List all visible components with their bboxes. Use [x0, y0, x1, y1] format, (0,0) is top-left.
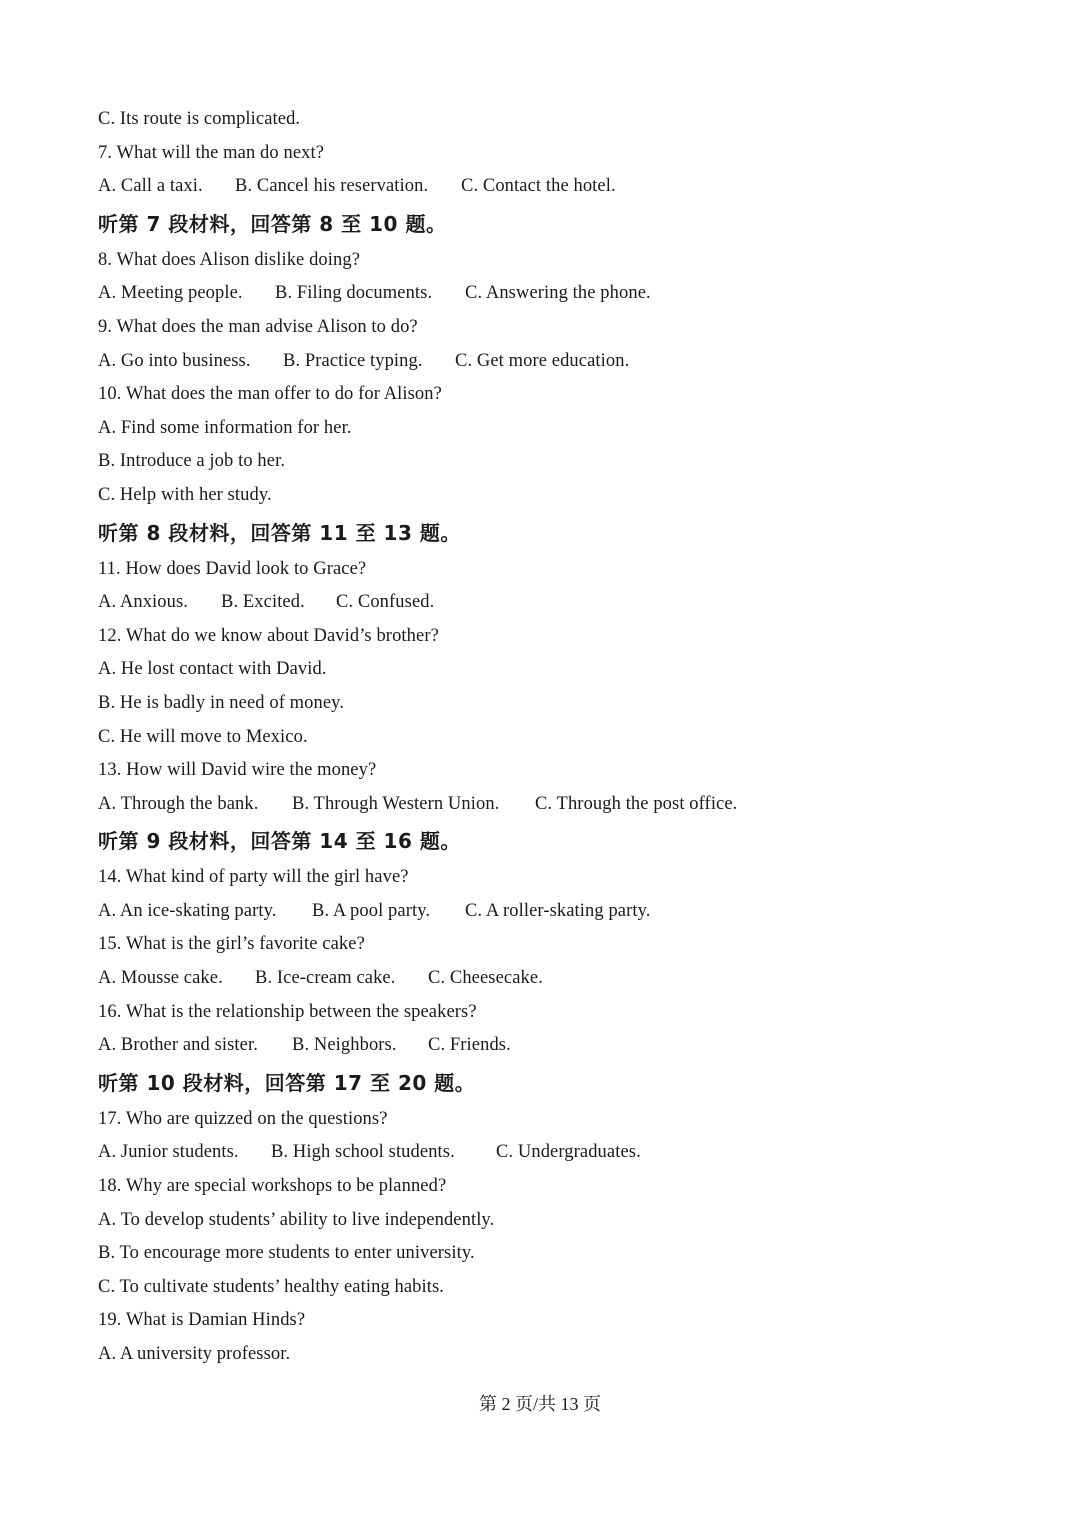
option-c: C. Get more education. — [455, 350, 630, 371]
option-a: A. An ice-skating party. — [98, 900, 277, 921]
question-17-options — [98, 1136, 998, 1170]
option-c: C. Friends. — [428, 1035, 511, 1056]
exam-content — [98, 103, 998, 1372]
option-c: C. Contact the hotel. — [461, 176, 616, 197]
option-b: B. Filing documents. — [275, 283, 433, 304]
option-a: A. A university professor. — [98, 1344, 291, 1364]
option-a: A. Junior students. — [98, 1142, 239, 1163]
option-a: A. Anxious. — [98, 592, 189, 613]
page-number: 第 2 页/共 13 页 — [478, 1394, 601, 1414]
question-13: 13. How will David wire the money? — [98, 760, 377, 781]
question-19: 19. What is Damian Hinds? — [98, 1310, 306, 1331]
option-b: B. To encourage more students to enter university. — [98, 1243, 475, 1264]
question-12: 12. What do we know about David’s brother? — [98, 625, 439, 646]
option-b: B. High school students. — [271, 1142, 455, 1163]
option-b: B. Through Western Union. — [292, 793, 500, 814]
option-c: C. To cultivate students’ healthy eating habits. — [98, 1276, 445, 1297]
option-a: A. Call a taxi. — [98, 176, 203, 197]
question-9-options — [98, 345, 998, 379]
option-a: A. Mousse cake. — [98, 968, 223, 989]
option-c: C. A roller-skating party. — [465, 900, 651, 921]
question-11-options — [98, 586, 998, 620]
question-17: 17. Who are quizzed on the questions? — [98, 1108, 388, 1129]
question-15: 15. What is the girl’s favorite cake? — [98, 934, 365, 955]
option-a: A. Go into business. — [98, 350, 251, 371]
option-a: A. Find some information for her. — [98, 417, 352, 438]
section-heading: 听第 10 段材料，回答第 17 至 20 题。 — [98, 1070, 476, 1095]
option-a: A. Through the bank. — [98, 793, 259, 814]
question-16-options — [98, 1029, 998, 1063]
option-c: C. He will move to Mexico. — [98, 726, 308, 747]
question-16: 16. What is the relationship between the speakers? — [98, 1001, 477, 1022]
option-c: C. Help with her study. — [98, 484, 272, 505]
question-7-options — [98, 170, 998, 204]
option-c: C. Confused. — [336, 592, 435, 613]
question-14: 14. What kind of party will the girl have? — [98, 867, 409, 888]
option-c: C. Answering the phone. — [465, 283, 651, 304]
option-a: A. Meeting people. — [98, 283, 243, 304]
option-c: C. Undergraduates. — [496, 1142, 641, 1163]
section-heading: 听第 7 段材料，回答第 8 至 10 题。 — [98, 211, 447, 236]
option-a: A. Brother and sister. — [98, 1035, 258, 1056]
option-b: B. Neighbors. — [292, 1035, 397, 1056]
question-8: 8. What does Alison dislike doing? — [98, 249, 361, 270]
question-8-options — [98, 277, 998, 311]
option-c: C. Cheesecake. — [428, 968, 543, 989]
question-10: 10. What does the man offer to do for Alison? — [98, 384, 442, 405]
question-18: 18. Why are special workshops to be planned? — [98, 1176, 447, 1197]
option-line: C. Its route is complicated. — [98, 109, 301, 129]
question-13-options — [98, 788, 998, 822]
question-11: 11. How does David look to Grace? — [98, 558, 367, 579]
option-b: B. Practice typing. — [283, 350, 423, 371]
question-14-options — [98, 895, 998, 929]
question-7: 7. What will the man do next? — [98, 142, 325, 163]
option-a: A. He lost contact with David. — [98, 659, 327, 680]
option-b: B. Cancel his reservation. — [235, 176, 429, 197]
option-b: B. A pool party. — [312, 900, 431, 921]
option-b: B. Introduce a job to her. — [98, 451, 286, 472]
question-15-options — [98, 962, 998, 996]
section-heading: 听第 9 段材料，回答第 14 至 16 题。 — [98, 829, 461, 854]
question-9: 9. What does the man advise Alison to do? — [98, 316, 418, 337]
option-b: B. He is badly in need of money. — [98, 692, 345, 713]
option-b: B. Ice-cream cake. — [255, 968, 396, 989]
option-c: C. Through the post office. — [535, 793, 738, 814]
section-heading: 听第 8 段材料，回答第 11 至 13 题。 — [98, 520, 461, 545]
option-a: A. To develop students’ ability to live independently. — [98, 1209, 495, 1230]
option-b: B. Excited. — [221, 592, 305, 613]
